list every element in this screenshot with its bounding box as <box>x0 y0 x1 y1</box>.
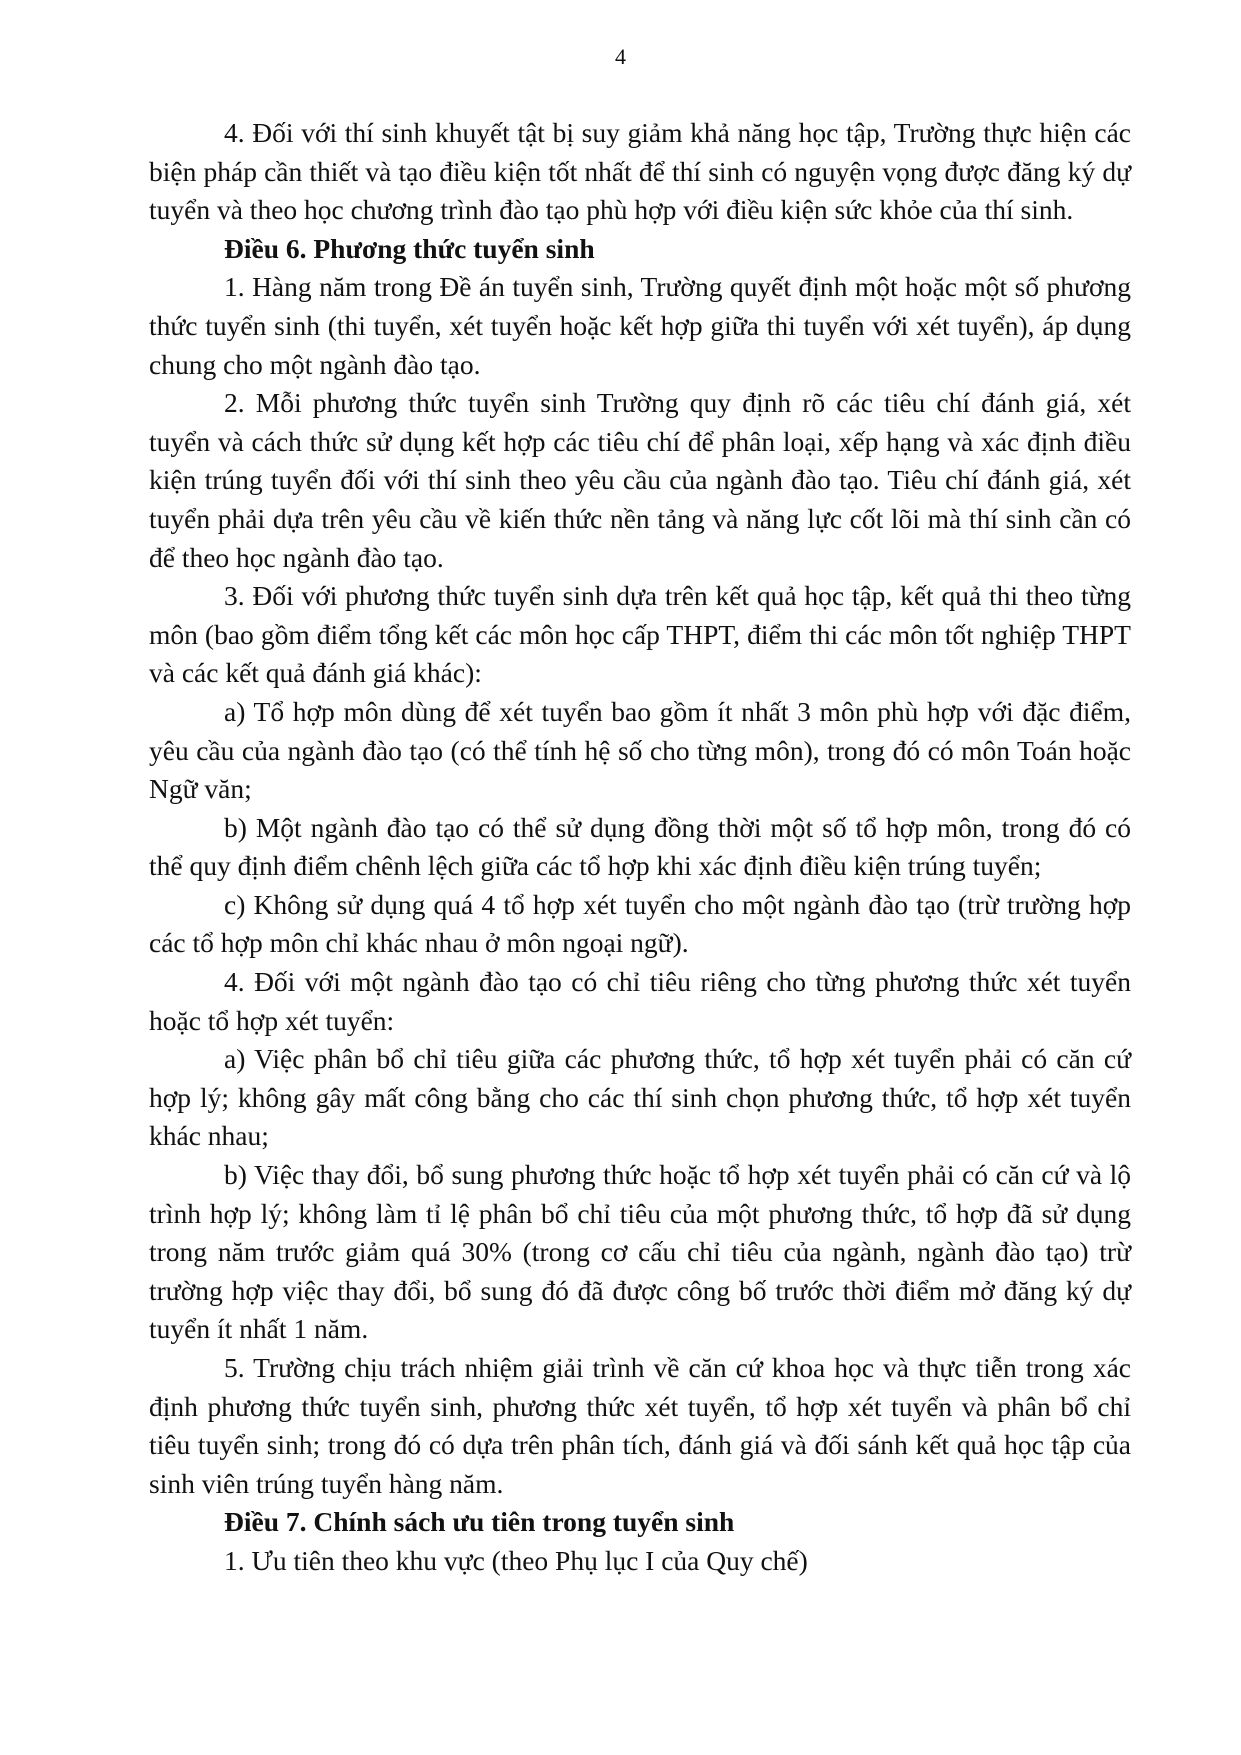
paragraph-article-6-clause-1: 1. Hàng năm trong Đề án tuyển sinh, Trường quyết định một hoặc một số phương thức tuyển sinh (thi tuyển, xét tuyển hoặc kết hợp giữa thi tuyển với xét tuyển), áp dụng chung cho một ngành đào tạo. <box>149 271 1131 380</box>
paragraph-article-6-clause-4b: b) Việc thay đổi, bổ sung phương thức hoặc tổ hợp xét tuyển phải có căn cứ và lộ trình hợp lý; không làm tỉ lệ phân bổ chỉ tiêu của một phương thức, tổ hợp đã sử dụng trong năm trước giảm quá 30% (trong cơ cấu chỉ tiêu của ngành, ngành đào tạo) trừ trường hợp việc thay đổi, bổ sung đó đã được công bố trước thời điểm mở đăng ký dự tuyển ít nhất 1 năm. <box>149 1159 1131 1345</box>
paragraph-article-6-clause-3b: b) Một ngành đào tạo có thể sử dụng đồng thời một số tổ hợp môn, trong đó có thể quy định điểm chênh lệch giữa các tổ hợp khi xác định điều kiện trúng tuyển; <box>149 811 1131 882</box>
paragraph-article-6-clause-4: 4. Đối với một ngành đào tạo có chỉ tiêu riêng cho từng phương thức xét tuyển hoặc tổ hợp xét tuyển: <box>149 966 1131 1036</box>
paragraph-article-6-clause-3: 3. Đối với phương thức tuyển sinh dựa trên kết quả học tập, kết quả thi theo từng môn (bao gồm điểm tổng kết các môn học cấp THPT, điểm thi các môn tốt nghiệp THPT và các kết quả đánh giá khác): <box>149 580 1131 689</box>
page-number: 4 <box>615 44 626 69</box>
paragraph-article-7-clause-1: 1. Ưu tiên theo khu vực (theo Phụ lục I của Quy chế) <box>224 1544 808 1576</box>
paragraph-disabled-candidates: 4. Đối với thí sinh khuyết tật bị suy giảm khả năng học tập, Trường thực hiện các biện pháp cần thiết và tạo điều kiện tốt nhất để thí sinh có nguyện vọng được đăng ký dự tuyển và theo học chương trình đào tạo phù hợp với điều kiện sức khỏe của thí sinh. <box>149 117 1131 226</box>
paragraph-article-6-clause-3c: c) Không sử dụng quá 4 tổ hợp xét tuyển cho một ngành đào tạo (trừ trường hợp các tổ hợp môn chỉ khác nhau ở môn ngoại ngữ). <box>149 888 1131 959</box>
paragraph-article-6-clause-3a: a) Tổ hợp môn dùng để xét tuyển bao gồm ít nhất 3 môn phù hợp với đặc điểm, yêu cầu của ngành đào tạo (có thể tính hệ số cho từng môn), trong đó có môn Toán hoặc Ngữ văn; <box>149 695 1131 805</box>
heading-article-7: Điều 7. Chính sách ưu tiên trong tuyển sinh <box>224 1506 735 1538</box>
paragraph-article-6-clause-4a: a) Việc phân bổ chỉ tiêu giữa các phương thức, tổ hợp xét tuyển phải có căn cứ hợp lý; không gây mất công bằng cho các thí sinh chọn phương thức, tổ hợp xét tuyển khác nhau; <box>149 1043 1131 1152</box>
heading-article-6: Điều 6. Phương thức tuyển sinh <box>224 232 595 264</box>
paragraph-article-6-clause-5: 5. Trường chịu trách nhiệm giải trình về căn cứ khoa học và thực tiễn trong xác định phương thức tuyển sinh, phương thức xét tuyển, tổ hợp xét tuyển và phân bổ chỉ tiêu tuyển sinh; trong đó có dựa trên phân tích, đánh giá và đối sánh kết quả học tập của sinh viên trúng tuyển hàng năm. <box>149 1352 1131 1499</box>
document-body <box>149 114 1131 1581</box>
paragraph-article-6-clause-2: 2. Mỗi phương thức tuyển sinh Trường quy định rõ các tiêu chí đánh giá, xét tuyển và cách thức sử dụng kết hợp các tiêu chí để phân loại, xếp hạng và xác định điều kiện trúng tuyển đối với thí sinh theo yêu cầu của ngành đào tạo. Tiêu chí đánh giá, xét tuyển phải dựa trên yêu cầu về kiến thức nền tảng và năng lực cốt lõi mà thí sinh cần có để theo học ngành đào tạo. <box>149 387 1131 573</box>
